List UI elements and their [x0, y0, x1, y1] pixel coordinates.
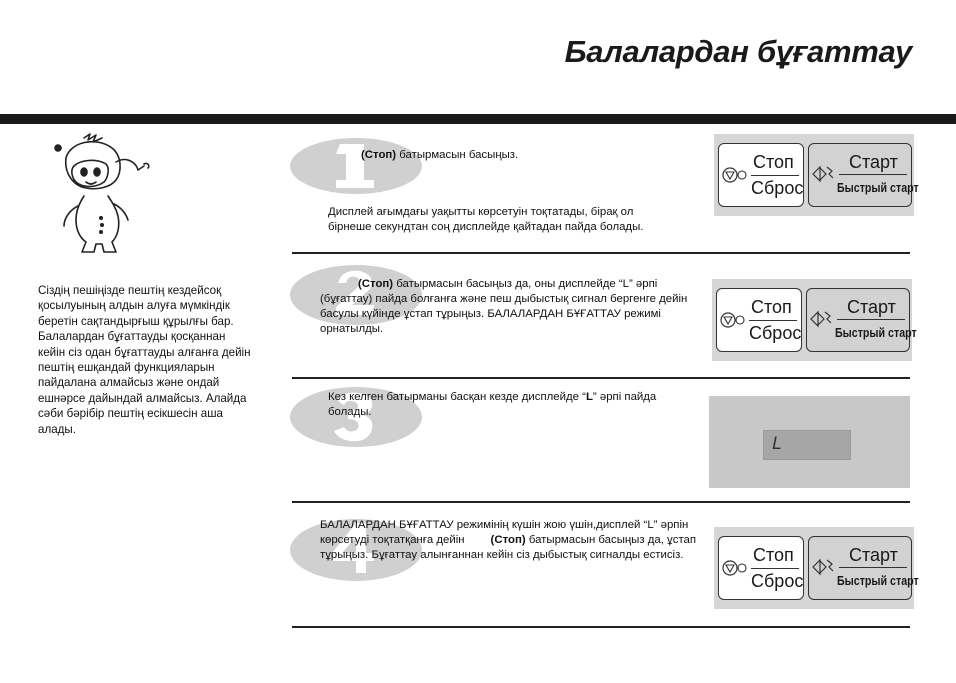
child-mascot-icon	[44, 128, 164, 258]
step-1-instruction: (Стоп) батырмасын басыңыз.	[361, 149, 519, 161]
stop-symbol-icon	[722, 166, 748, 184]
start-label: Старт	[849, 152, 898, 172]
divider	[292, 377, 910, 379]
stop-label: Стоп	[753, 545, 794, 565]
quick-start-label: Быстрый старт	[837, 180, 919, 195]
reset-label: Сброс	[749, 323, 802, 343]
start-symbol-icon	[811, 164, 837, 184]
stop-reset-button[interactable]	[718, 143, 804, 207]
lcd-display	[763, 430, 851, 460]
divider	[292, 252, 910, 254]
start-symbol-icon	[809, 309, 835, 329]
header-bar	[0, 114, 956, 124]
step-1-number	[290, 136, 430, 196]
step-1-description: Дисплей ағымдағы уақытты көрсетуін тоқтатады, бірақ ол бірнеше секундтан соң дисплейде қайтадан пайда болады.	[328, 206, 644, 233]
divider	[292, 501, 910, 503]
step-4-description: БАЛАЛАРДАН БҰҒАТТАУ режимінің күшін жою үшін,дисплей “L” әрпін көрсетуді тоқтатқанға дейін (Стоп) батырмасын басыңыз да, ұстап тұрыңыз. Бұғаттау алынғаннан кейін сіз дыбыстық сигналды естисіз.	[320, 519, 697, 561]
control-panel	[712, 279, 917, 361]
stop-symbol-icon	[722, 559, 748, 577]
start-button[interactable]	[808, 143, 919, 207]
stop-reset-button[interactable]	[718, 536, 804, 600]
control-panel	[714, 527, 919, 609]
stop-label: Стоп	[753, 152, 794, 172]
stop-label: Стоп	[751, 297, 792, 317]
control-panel	[714, 134, 919, 216]
reset-label: Сброс	[751, 571, 804, 591]
divider	[292, 626, 910, 628]
reset-label: Сброс	[751, 178, 804, 198]
page-title: Балалардан бұғаттау	[564, 34, 912, 69]
stop-reset-button[interactable]	[716, 288, 802, 352]
start-symbol-icon	[811, 557, 837, 577]
start-button[interactable]	[808, 536, 919, 600]
stop-button-ref: (Стоп)	[490, 534, 526, 546]
stop-button-ref: (Стоп)	[358, 278, 394, 290]
display-panel	[709, 396, 910, 488]
step-2-instruction: (Стоп) батырмасын басыңыз да, оны дисплейде “L” әрпі (бұғаттау) пайда болғанға және пеш дыбыстық сигнал бергенге дейін басулы күйінде ұстап тұрыңыз. БАЛАЛАРДАН БҰҒАТТАУ режимі орнатылды.	[320, 278, 688, 335]
quick-start-label: Быстрый старт	[837, 573, 919, 588]
start-label: Старт	[849, 545, 898, 565]
lcd-value: L	[772, 434, 783, 454]
stop-symbol-icon	[720, 311, 746, 329]
stop-button-ref: (Стоп)	[361, 149, 397, 161]
start-label: Старт	[847, 297, 896, 317]
start-button[interactable]	[806, 288, 917, 352]
intro-text: Сіздің пешіңізде пештің кездейсоқ қосылуының алдын алуға мүмкіндік беретін сақтандырғыш құрылғы бар. Балалардан бұғаттауды қосқаннан кейін сіз одан бұғаттауды алғанға дейін пештің ешқандай функцияларын пайдалана алмайсыз және ондай ешнәрсе дайындай алмайсыз. Алайда сәби бәрібір пештің есікшесін аша алады.	[38, 284, 251, 436]
quick-start-label: Быстрый старт	[835, 325, 917, 340]
step-3-description: Кез келген батырманы басқан кезде дисплейде “L” әрпі пайда болады.	[328, 391, 657, 418]
